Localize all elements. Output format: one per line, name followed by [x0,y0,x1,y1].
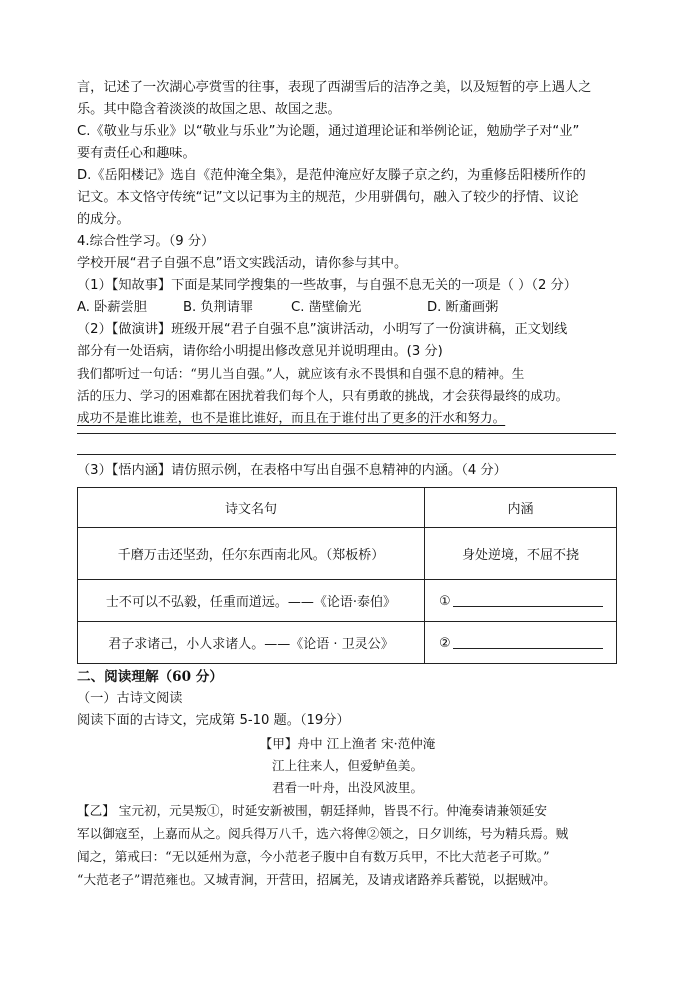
speech-line-2: 活的压力、学习的困难都在困扰着我们每个人，只有勇敢的挑战，才会获得最终的成功。 [77,388,569,403]
answer-line-1 [77,433,616,434]
q4-sub1: （1）【知故事】下面是某同学搜集的一些故事，与自强不息无关的一项是（ ）（2 分） [77,278,577,293]
table-cell-quote: 士不可以不弘毅，任重而道远。——《论语·泰伯》 [78,580,425,622]
q4-intro: 学校开展“君子自强不息”语文实践活动，请你参与其中。 [77,256,408,271]
q4-sub3: （3）【悟内涵】请仿照示例，在表格中写出自强不息精神的内涵。（4 分） [77,463,507,478]
option-c: C. 凿壁偷光 [291,300,362,315]
table-row [78,580,617,622]
passage-line-3: C.《敬业与乐业》以“敬业与乐业”为论题，通过道理论证和举例论证，勉励学子对“业” [77,124,580,139]
speech-line-1: 我们都听过一句话：“男儿当自强。”人，就应该有永不畏惧和自强不息的精神。生 [77,366,525,381]
meaning-table [77,487,617,664]
passage-line-5: D.《岳阳楼记》选自《范仲淹全集》，是范仲淹应好友滕子京之约，为重修岳阳楼所作的 [77,168,586,183]
speech-underlined-sentence: 成功不是谁比谁差，也不是谁比谁好，而且在于谁付出了更多的汗水和努力。 [77,410,506,425]
section-2-instruction: 阅读下面的古诗文，完成第 5-10 题。（19分） [77,713,350,728]
answer-mark-2: ② [439,636,451,651]
yi-line-3: 闻之，第戒曰：“无以延州为意，今小范老子腹中自有数万兵甲，不比大范老子可欺。” [77,849,550,864]
table-header-quote: 诗文名句 [78,488,425,528]
passage-line-4: 要有责任心和趣味。 [77,146,196,161]
section-2-subtitle: （一）古诗文阅读 [77,691,183,706]
table-cell-quote: 君子求诸己，小人求诸人。——《论语 · 卫灵公》 [78,622,425,664]
table-cell-meaning: 身处逆境，不屈不挠 [425,528,617,580]
q4-sub2-line1: （2）【做演讲】班级开展“君子自强不息”演讲活动，小明写了一份演讲稿，正文划线 [77,322,568,337]
table-cell-answer-2 [425,622,617,664]
q4-sub2-line2: 部分有一处语病，请你给小明提出修改意见并说明理由。(3 分) [77,344,443,359]
yi-line-1: 【乙】 宝元初，元昊叛①，时延安新被围，朝廷择帅，皆畏不行。仲淹奏请兼领延安 [77,803,547,818]
yi-line-2: 军以御寇至，上嘉而从之。阅兵得万八千，选六将俾②领之，日夕训练，号为精兵焉。贼 [77,826,569,841]
option-b: B. 负荆请罪 [183,300,254,315]
poem-line-2: 君看一叶舟，出没风波里。 [271,780,424,795]
table-cell-quote: 千磨万击还坚劲，任尔东西南北风。（郑板桥） [78,528,425,580]
answer-line-2 [77,454,616,455]
poem-line-1: 江上往来人，但爱鲈鱼美。 [271,758,424,773]
option-a: A. 卧薪尝胆 [77,300,147,315]
passage-line-7: 的成分。 [77,212,130,227]
table-row [78,622,617,664]
answer-blank-1[interactable] [453,592,603,607]
table-row [78,528,617,580]
answer-blank-2[interactable] [453,634,603,649]
table-header-row [78,488,617,528]
poem-title: 【甲】舟中 江上渔者 宋·范仲淹 [259,736,436,751]
passage-line-6: 记文。本文恪守传统“记”文以记事为主的规范，少用骈偶句，融入了较少的抒情、议论 [77,190,579,205]
q4-title: 4.综合性学习。（9 分） [77,234,215,249]
option-d: D. 断齑画粥 [427,300,499,315]
section-2-title: 二、阅读理解（60 分） [77,669,223,685]
passage-line-2: 乐。其中隐含着淡淡的故国之思、故国之悲。 [77,102,341,117]
table-cell-answer-1 [425,580,617,622]
answer-mark-1: ① [439,594,451,609]
table-header-meaning: 内涵 [425,488,617,528]
yi-line-4: “大范老子”谓范雍也。又城青涧，开营田，招属羌，及请戎诸路养兵蓄锐，以据贼冲。 [77,872,556,887]
passage-line-1: 言，记述了一次湖心亭赏雪的往事，表现了西湖雪后的洁净之美，以及短暂的亭上遇人之 [77,80,592,95]
